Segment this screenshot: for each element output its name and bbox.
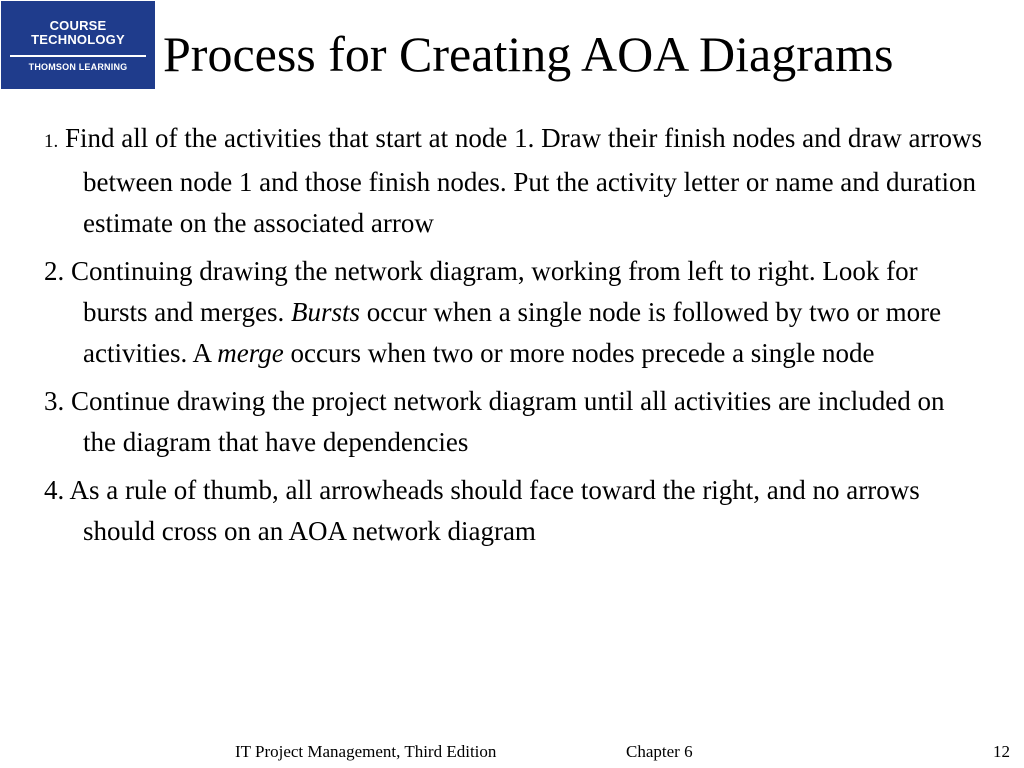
list-item-text: Continuing drawing the network diagram, working from left to right. Look for bursts and merges. [71,256,918,327]
list-item-2 [44,251,984,374]
list-item-text: occurs when two or more nodes precede a single node [283,338,875,368]
logo-line-thomson: THOMSON LEARNING [28,61,128,72]
list-item-3 [44,381,984,463]
list-item-text: Continue drawing the project network diagram until all activities are included on the diagram that have dependencies [71,386,945,457]
list-number: 4. [44,475,65,505]
slide-body [44,118,984,559]
footer-book-title: IT Project Management, Third Edition [235,742,497,761]
logo-line-technology: TECHNOLOGY [31,31,125,47]
list-item-1 [44,118,984,244]
list-item-text: As a rule of thumb, all arrowheads should face toward the right, and no arrows should cross on an AOA network diagram [69,475,920,546]
footer-chapter: Chapter 6 [626,742,693,761]
logo-divider [10,55,146,57]
list-number: 3. [44,386,65,416]
slide-title: Process for Creating AOA Diagrams [163,26,894,82]
term-merge: merge [217,338,284,368]
list-number: 2. [44,256,65,286]
logo-line-course: COURSE [49,17,107,33]
list-item-text: occur when a single node is followed by two or more activities. A [83,297,942,368]
term-bursts: Bursts [290,297,361,327]
footer-page-number: 12 [993,742,1010,761]
course-technology-logo [1,1,155,89]
list-item-4 [44,470,984,552]
list-item-text: Find all of the activities that start at node 1. Draw their finish nodes and draw arrows between node 1 and those finish nodes. Put the activity letter or name and duration estimate on the associated arrow [65,123,983,238]
list-number: 1. [44,131,59,152]
